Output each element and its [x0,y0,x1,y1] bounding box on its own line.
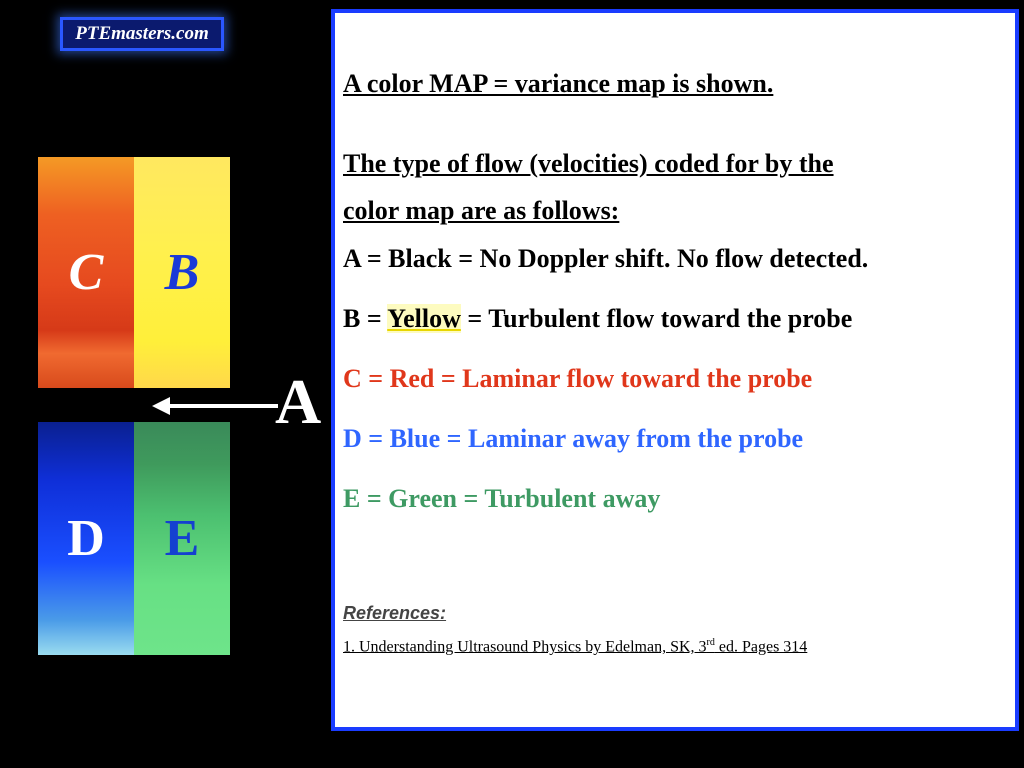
site-logo: PTEmasters.com [60,17,224,51]
block-label-c: C [68,244,104,301]
legend-b-prefix: B = [343,304,388,333]
red-block-c [38,157,134,388]
reference-text: 1. Understanding Ultrasound Physics by Edelman, SK, 3 [343,638,707,656]
legend-b-suffix: = Turbulent flow toward the probe [460,304,853,333]
reference-item-1 [343,637,807,656]
legend-a-black: A = Black = No Doppler shift. No flow detected. [343,244,869,273]
yellow-block-b [134,157,230,388]
block-label-e: E [164,510,200,567]
heading-flow-types-2: color map are as follows: [343,196,620,225]
arrow-label-a: A [275,366,322,437]
references-heading: References: [343,603,447,623]
left-arrow-icon [150,392,278,420]
blue-block-d [38,422,134,655]
heading-flow-types-1: The type of flow (velocities) coded for by the [343,149,834,178]
legend-e-green: E = Green = Turbulent away [343,484,661,513]
green-block-e [134,422,230,655]
reference-pages: ed. Pages 314 [714,638,808,656]
legend-c-red: C = Red = Laminar flow toward the probe [343,364,813,393]
block-label-d: D [67,510,105,567]
legend-b-yellow [343,304,852,334]
content-panel [331,9,1019,731]
reference-sup: rd [706,637,715,648]
heading-color-map: A color MAP = variance map is shown. [343,69,774,98]
block-label-b: B [164,244,200,301]
legend-d-blue: D = Blue = Laminar away from the probe [343,424,804,453]
yellow-word: Yellow [387,304,461,333]
